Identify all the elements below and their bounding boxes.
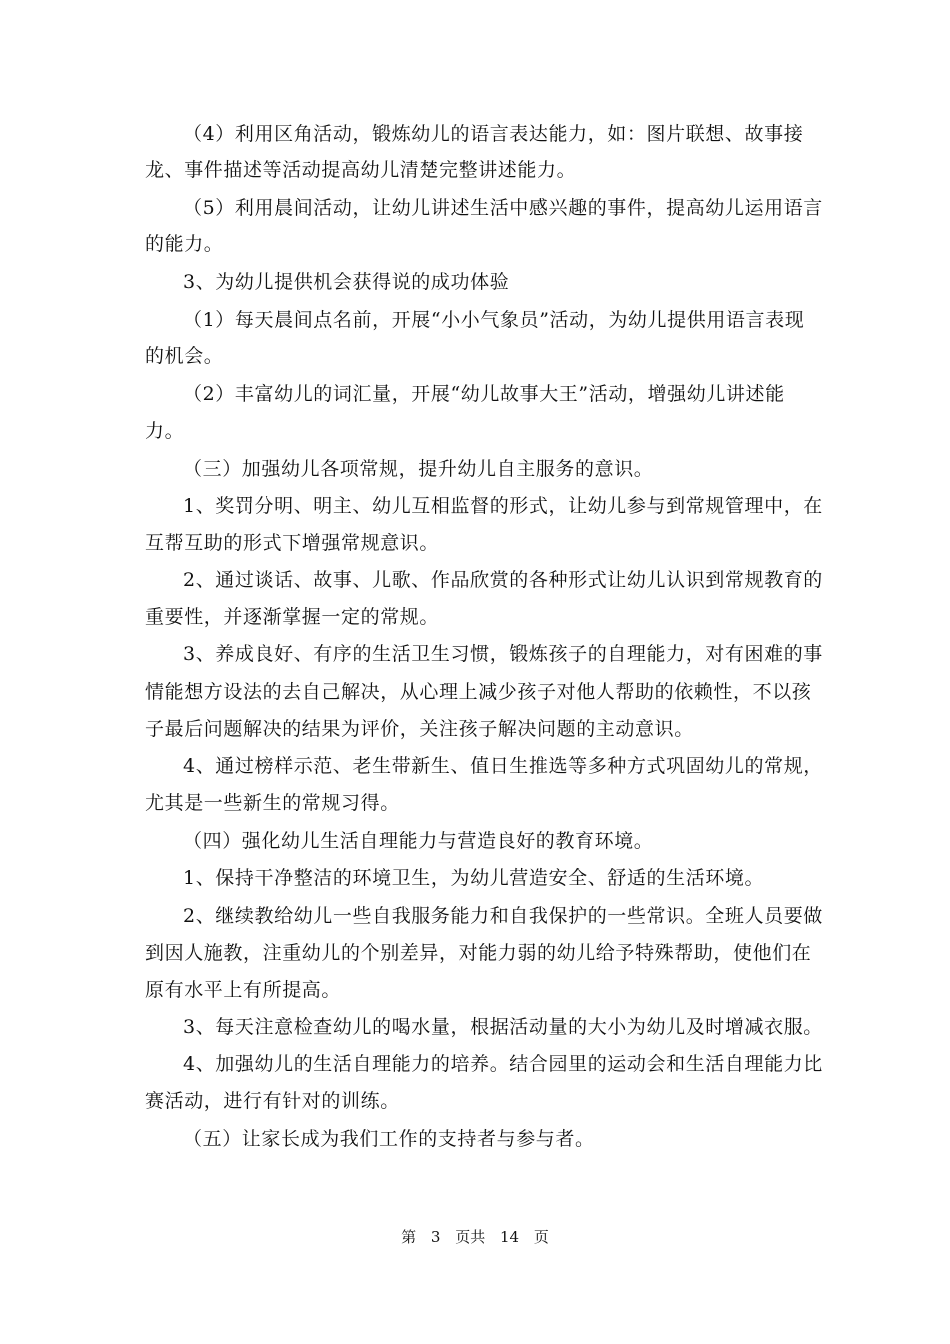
paragraph-line: 3、养成良好、有序的生活卫生习惯，锻炼孩子的自理能力，对有困难的事 xyxy=(183,643,823,665)
paragraph-line: 2、通过谈话、故事、儿歌、作品欣赏的各种形式让幼儿认识到常规教育的 xyxy=(183,569,823,591)
paragraph-line: 到因人施教，注重幼儿的个别差异，对能力弱的幼儿给予特殊帮助，使他们在 xyxy=(145,942,812,964)
paragraph-line: 子最后问题解决的结果为评价，关注孩子解决问题的主动意识。 xyxy=(145,718,694,740)
paragraph-line: （4）利用区角活动，锻炼幼儿的语言表达能力，如：图片联想、故事接 xyxy=(183,123,804,145)
section-heading: （四）强化幼儿生活自理能力与营造良好的教育环境。 xyxy=(183,830,654,852)
paragraph-line: 1、保持干净整洁的环境卫生，为幼儿营造安全、舒适的生活环境。 xyxy=(183,867,765,889)
section-heading: （五）让家长成为我们工作的支持者与参与者。 xyxy=(183,1128,595,1150)
section-heading: （三）加强幼儿各项常规，提升幼儿自主服务的意识。 xyxy=(183,458,654,480)
paragraph-line: 2、继续教给幼儿一些自我服务能力和自我保护的一些常识。全班人员要做 xyxy=(183,905,823,927)
paragraph-line: 4、加强幼儿的生活自理能力的培养。结合园里的运动会和生活自理能力比 xyxy=(183,1053,823,1075)
paragraph-line: 尤其是一些新生的常规习得。 xyxy=(145,792,400,814)
paragraph-line: 情能想方设法的去自己解决，从心理上减少孩子对他人帮助的依赖性，不以孩 xyxy=(145,681,812,703)
paragraph-line: 互帮互助的形式下增强常规意识。 xyxy=(145,532,440,554)
paragraph-line: （2）丰富幼儿的词汇量，开展“幼儿故事大王”活动，增强幼儿讲述能 xyxy=(183,383,785,405)
paragraph-line: （1）每天晨间点名前，开展“小小气象员”活动，为幼儿提供用语言表现 xyxy=(183,309,805,331)
paragraph-line: 的能力。 xyxy=(145,233,224,255)
paragraph-line: 原有水平上有所提高。 xyxy=(145,979,342,1001)
paragraph-line: 1、奖罚分明、明主、幼儿互相监督的形式，让幼儿参与到常规管理中，在 xyxy=(183,495,823,517)
paragraph-line: 重要性，并逐渐掌握一定的常规。 xyxy=(145,606,440,628)
paragraph-line: 龙、事件描述等活动提高幼儿清楚完整讲述能力。 xyxy=(145,159,577,181)
paragraph-line: 3、为幼儿提供机会获得说的成功体验 xyxy=(183,271,510,293)
paragraph-line: 力。 xyxy=(145,420,185,442)
page-number-footer: 第 3 页共 14 页 xyxy=(401,1228,549,1246)
paragraph-line: （5）利用晨间活动，让幼儿讲述生活中感兴趣的事件，提高幼儿运用语言 xyxy=(183,197,823,219)
paragraph-line: 的机会。 xyxy=(145,345,224,367)
paragraph-line: 赛活动，进行有针对的训练。 xyxy=(145,1090,400,1112)
paragraph-line: 4、通过榜样示范、老生带新生、值日生推选等多种方式巩固幼儿的常规， xyxy=(183,755,823,777)
paragraph-line: 3、每天注意检查幼儿的喝水量，根据活动量的大小为幼儿及时增减衣服。 xyxy=(183,1016,823,1038)
